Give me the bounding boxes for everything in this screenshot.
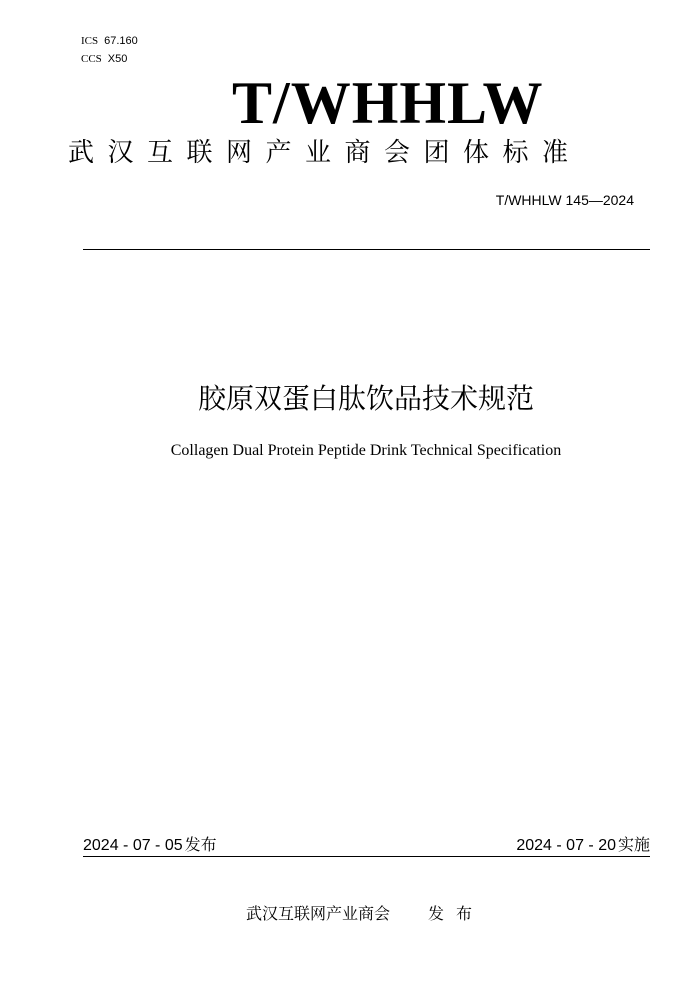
publish-date <box>83 834 217 857</box>
standard-logo: T/WHHLW <box>232 70 544 136</box>
title-english: Collagen Dual Protein Peptide Drink Technical Specification <box>170 442 562 459</box>
implement-date-suffix: 实施 <box>617 835 650 854</box>
title-chinese: 胶原双蛋白肽饮品技术规范 <box>197 382 534 415</box>
standard-number: T/WHHLW 145—2024 <box>495 192 634 208</box>
publish-action: 发布 <box>428 904 485 923</box>
publisher-name: 武汉互联网产业商会 <box>246 904 391 923</box>
ics-value: 67.160 <box>104 35 138 47</box>
ics-code <box>81 34 138 48</box>
header-divider <box>83 249 650 250</box>
ccs-code <box>81 52 127 66</box>
ccs-value: X50 <box>107 53 128 65</box>
implement-date <box>516 834 650 857</box>
footer-divider <box>83 856 650 857</box>
implement-date-value: 2024 - 07 - 20 <box>516 837 616 854</box>
ccs-label: CCS <box>81 53 102 65</box>
publish-date-suffix: 发布 <box>184 835 217 854</box>
publish-date-value: 2024 - 07 - 05 <box>83 837 183 854</box>
ics-label: ICS <box>81 35 99 47</box>
organization-standard-name: 武汉互联网产业商会团体标准 <box>68 138 582 168</box>
